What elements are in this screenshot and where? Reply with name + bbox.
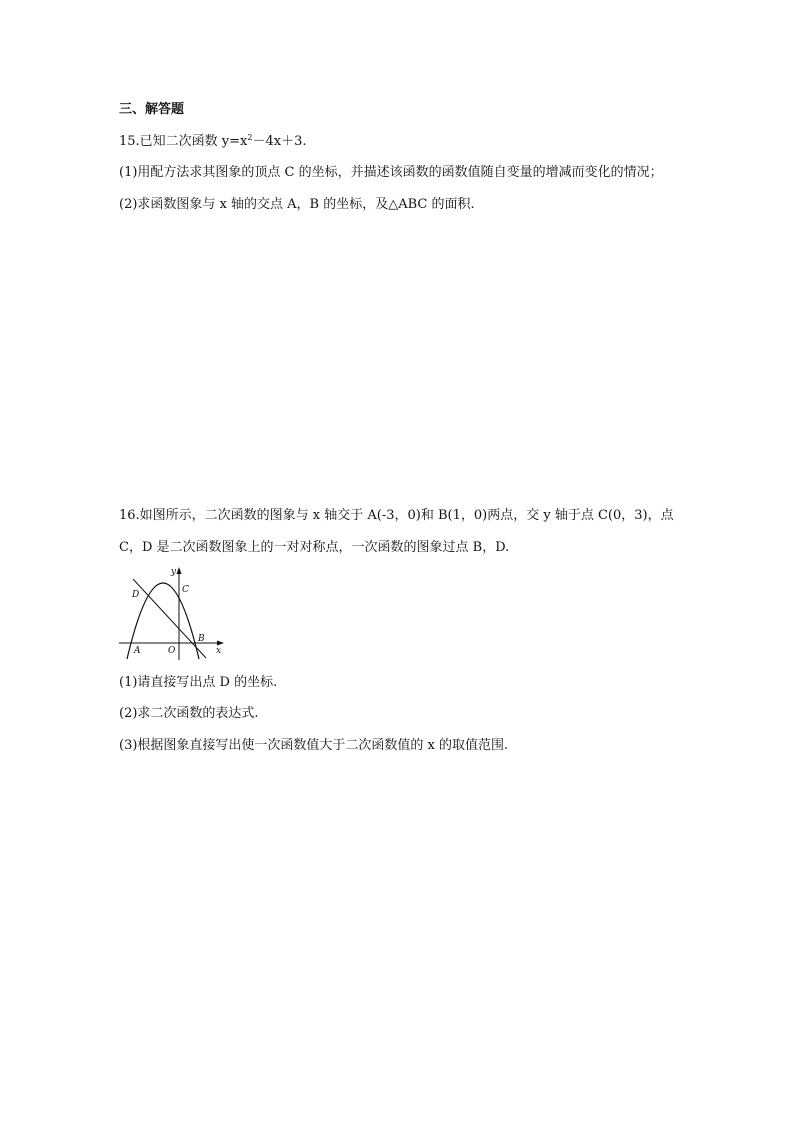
label-d: D bbox=[132, 590, 140, 600]
y-axis-arrow bbox=[177, 567, 182, 574]
section-title: 三、解答题 bbox=[119, 102, 185, 117]
label-b: B bbox=[198, 634, 205, 644]
x-axis-arrow bbox=[217, 641, 224, 646]
q16-figure bbox=[116, 562, 228, 660]
q15-stem-prefix: 15.已知二次函数 y=x bbox=[119, 134, 248, 149]
q15-stem bbox=[119, 133, 307, 151]
q15-part2: (2)求函数图象与 x 轴的交点 A，B 的坐标，及△ABC 的面积. bbox=[119, 197, 475, 212]
label-o: O bbox=[168, 646, 176, 656]
label-x: x bbox=[216, 646, 222, 656]
q16-part1: (1)请直接写出点 D 的坐标. bbox=[119, 675, 278, 690]
q15-stem-exponent: 2 bbox=[247, 133, 253, 142]
label-y: y bbox=[171, 567, 177, 577]
q15-stem-suffix: －4x＋3. bbox=[252, 134, 307, 149]
label-a: A bbox=[134, 646, 141, 656]
q16-stem-line2: C，D 是二次函数图象上的一对对称点，一次函数的图象过点 B，D. bbox=[119, 540, 510, 555]
q15-part1: (1)用配方法求其图象的顶点 C 的坐标，并描述该函数的函数值随自变量的增减而变化的情况； bbox=[119, 165, 663, 180]
q16-stem-line1: 16.如图所示，二次函数的图象与 x 轴交于 A(-3，0)和 B(1，0)两点，交 y 轴于点 C(0，3)，点 bbox=[119, 508, 674, 523]
q16-part3: (3)根据图象直接写出使一次函数值大于二次函数值的 x 的取值范围. bbox=[119, 738, 509, 753]
label-c: C bbox=[182, 585, 189, 595]
q16-part2: (2)求二次函数的表达式. bbox=[119, 706, 259, 721]
